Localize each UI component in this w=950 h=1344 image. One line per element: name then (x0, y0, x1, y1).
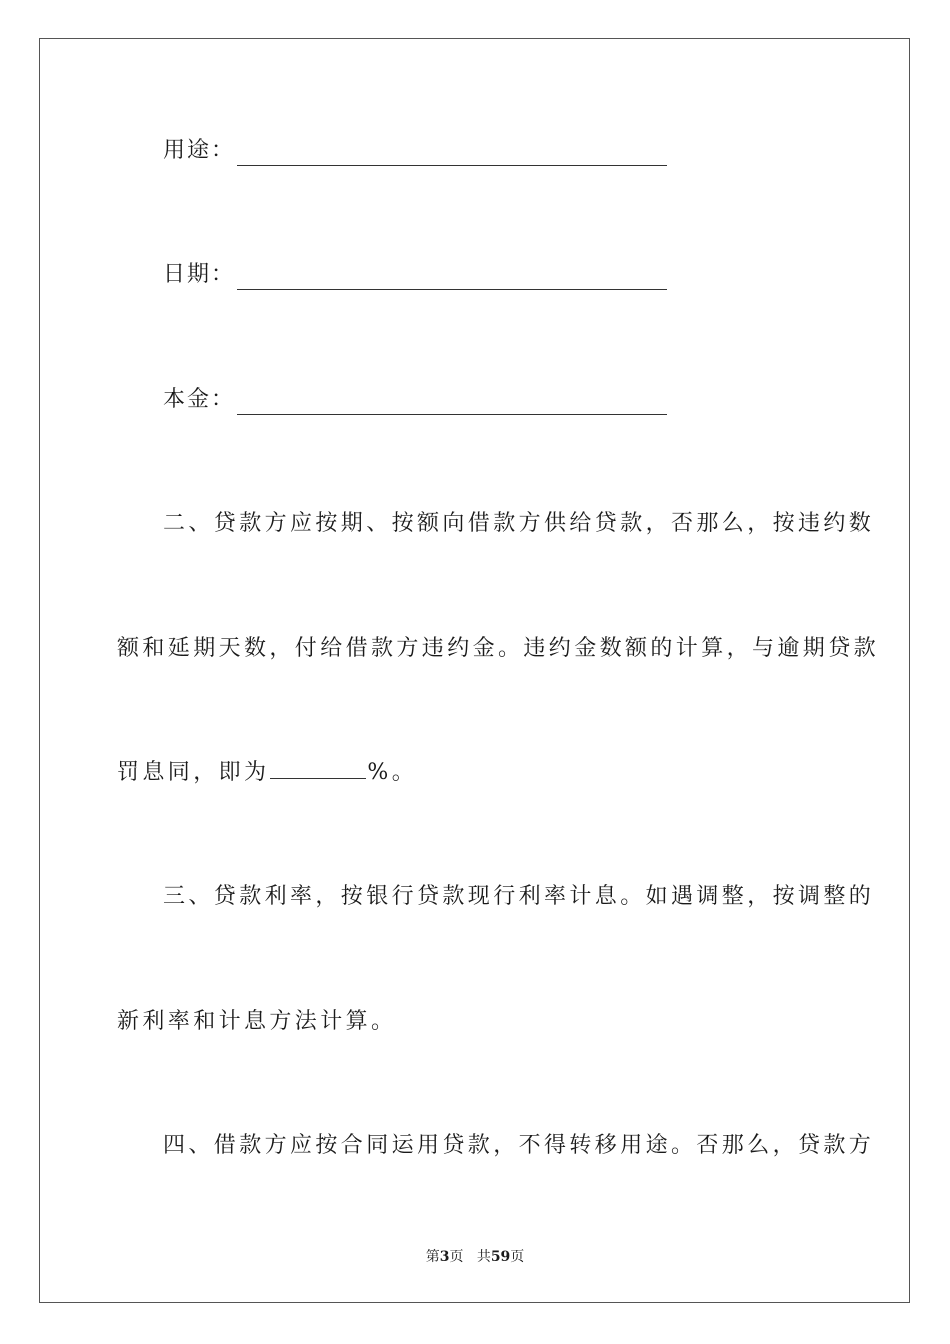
page-footer (0, 1247, 950, 1267)
footer-total-suffix: 页 (510, 1249, 525, 1265)
clause-2-line-1: 二、贷款方应按期、按额向借款方供给贷款，否那么，按违约数 (163, 511, 875, 536)
principal-label: 本金： (163, 387, 236, 412)
clause-2-line-3 (117, 758, 833, 788)
principal-field (163, 385, 667, 415)
penalty-rate-blank[interactable] (270, 758, 366, 779)
clause-2-line-3-text: 罚息同，即为 (117, 760, 270, 785)
date-blank-line[interactable] (237, 267, 667, 290)
clause-2-line-3-suffix: %。 (367, 760, 418, 785)
purpose-label: 用途： (163, 138, 236, 163)
footer-total-prefix: 共 (476, 1249, 491, 1265)
footer-page-current: 3 (439, 1249, 450, 1265)
clause-3-line-1: 三、贷款利率，按银行贷款现行利率计息。如遇调整，按调整的 (163, 884, 875, 909)
footer-page-total: 59 (490, 1249, 511, 1265)
purpose-blank-line[interactable] (237, 143, 667, 166)
footer-page-prefix: 第 (425, 1249, 440, 1265)
page-border (39, 38, 910, 1303)
clause-2-line-2: 额和延期天数，付给借款方违约金。违约金数额的计算，与逾期贷款 (117, 636, 880, 661)
date-label: 日期： (163, 262, 236, 287)
principal-blank-line[interactable] (237, 392, 667, 415)
purpose-field (163, 136, 667, 166)
footer-page-suffix: 页 (449, 1249, 464, 1265)
clause-4-line-1: 四、借款方应按合同运用贷款，不得转移用途。否那么，贷款方 (163, 1133, 875, 1158)
date-field (163, 260, 667, 290)
clause-3-line-2: 新利率和计息方法计算。 (117, 1009, 397, 1034)
